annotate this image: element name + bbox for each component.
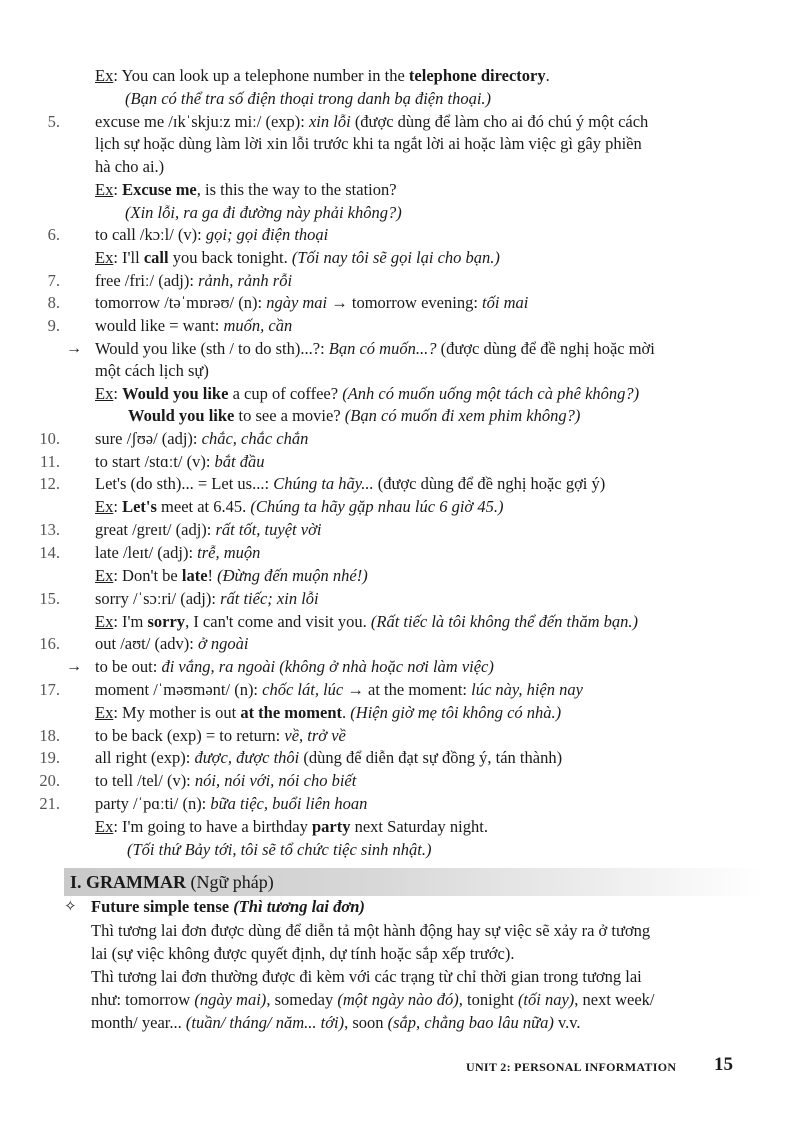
page-number: 15 — [714, 1054, 733, 1075]
text-run: to tell /tel/ (v): — [95, 771, 195, 790]
text-run: (Tối nay tôi sẽ gọi lại cho bạn.) — [291, 248, 500, 267]
text-run: tối mai — [482, 293, 529, 312]
vocab-line — [95, 360, 209, 382]
item-number: 21. — [39, 794, 60, 813]
footer-unit-label: UNIT 2: PERSONAL INFORMATION — [466, 1060, 677, 1074]
text-run: Let's — [122, 497, 157, 516]
vocab-line — [95, 633, 249, 655]
text-run: . — [545, 66, 550, 85]
text-run: lúc này, hiện nay — [471, 680, 583, 699]
text-run: lịch sự hoặc dùng làm lời xin lỗi trước khi ta ngắt lời ai hoặc làm việc gì gây phiền — [95, 134, 642, 153]
text-run: to be out: — [95, 657, 162, 676]
text-run: Let's (do sth)... = Let us...: — [95, 474, 274, 493]
text-run: ! — [207, 566, 218, 585]
text-run: a cup of coffee? — [228, 384, 343, 403]
text-run: được, được thôi — [194, 748, 300, 767]
item-number: 20. — [39, 771, 60, 790]
text-run: party /ˈpɑːti/ (n): — [95, 794, 211, 813]
text-run: (Bạn có muốn đi xem phim không?) — [344, 406, 581, 425]
text-run: tomorrow /təˈmɒrəʊ/ (n): — [95, 293, 267, 312]
item-number: 17. — [39, 680, 60, 699]
tense-heading-en: Future simple tense — [91, 897, 230, 916]
text-run: Bạn có muốn...? — [328, 339, 437, 358]
text-run: party — [311, 817, 351, 836]
example-line — [95, 611, 638, 633]
text-run: , I can't come and visit you. — [185, 612, 371, 631]
vocab-line — [95, 428, 308, 450]
example-label: Ex — [95, 180, 114, 199]
vocab-line — [95, 519, 321, 541]
text-run: next Saturday night. — [350, 817, 488, 836]
grammar-title: I. GRAMMAR — [70, 872, 186, 892]
text-run: month/ year... — [91, 1013, 186, 1032]
text-run: to be back (exp) = to return: — [95, 726, 285, 745]
text-run: như: tomorrow — [91, 990, 195, 1009]
text-run: rảnh, rảnh rỗi — [198, 271, 293, 290]
vocab-line — [95, 133, 642, 155]
item-number: 14. — [39, 543, 60, 562]
text-run: xin lỗi — [308, 112, 351, 131]
text-run: → tomorrow evening: — [327, 293, 483, 312]
text-run: (dùng để diễn đạt sự đồng ý, tán thành) — [299, 748, 563, 767]
item-number: 8. — [47, 293, 60, 312]
grammar-line — [91, 920, 650, 942]
text-run: lai (sự việc không được quyết định, dự tính hoặc sắp xếp trước). — [91, 944, 515, 963]
text-run: (Tối thứ Bảy tới, tôi sẽ tổ chức tiệc sinh nhật.) — [127, 840, 432, 859]
vocab-line — [95, 156, 164, 178]
example-label: Ex — [95, 66, 114, 85]
text-run: you back tonight. — [168, 248, 292, 267]
vocab-line — [95, 224, 328, 246]
text-run: late /leɪt/ (adj): — [95, 543, 198, 562]
text-run: (Hiện giờ mẹ tôi không có nhà.) — [350, 703, 562, 722]
text-run: , someday — [266, 990, 338, 1009]
text-run: : You can look up a telephone number in the — [113, 66, 409, 85]
text-run: ngày mai — [266, 293, 328, 312]
example-line — [95, 247, 500, 269]
text-run: rất tiếc; xin lỗi — [220, 589, 319, 608]
vocab-line — [95, 473, 605, 495]
vocab-line — [125, 88, 491, 110]
example-line — [95, 65, 550, 87]
text-run: chốc lát, lúc — [262, 680, 344, 699]
text-run: (Rất tiếc là tôi không thể đến thăm bạn.) — [370, 612, 639, 631]
text-run: , soon — [344, 1013, 388, 1032]
vocab-line — [95, 338, 655, 360]
example-line — [95, 702, 561, 724]
vocab-line — [95, 656, 494, 678]
item-number: 10. — [39, 429, 60, 448]
text-run: (ngày mai) — [194, 990, 267, 1009]
text-run: : I'll — [113, 248, 144, 267]
vocab-line — [95, 111, 648, 133]
vocab-line — [95, 588, 319, 610]
item-number: 19. — [39, 748, 60, 767]
text-run: (Bạn có thể tra số điện thoại trong danh bạ điện thoại.) — [125, 89, 492, 108]
text-run: nói, nói với, nói cho biết — [194, 771, 357, 790]
text-run: (Anh có muốn uống một tách cà phê không?) — [342, 384, 640, 403]
text-run: at the moment — [240, 703, 343, 722]
example-label: Ex — [95, 703, 114, 722]
text-run: call — [143, 248, 169, 267]
vocab-line — [127, 839, 432, 861]
text-run: , tonight — [458, 990, 518, 1009]
grammar-line — [91, 989, 654, 1011]
vocab-line — [95, 725, 346, 747]
example-line — [95, 496, 503, 518]
text-run: (một ngày nào đó) — [337, 990, 459, 1009]
text-run: về, trở về — [284, 726, 346, 745]
text-run: free /friː/ (adj): — [95, 271, 199, 290]
grammar-heading — [70, 870, 274, 894]
example-label: Ex — [95, 384, 114, 403]
item-number: 9. — [47, 316, 60, 335]
text-run: , next week/ — [574, 990, 655, 1009]
text-run: to see a movie? — [234, 406, 345, 425]
text-run: (tuần/ tháng/ năm... tới) — [185, 1013, 345, 1032]
text-run: all right (exp): — [95, 748, 195, 767]
text-run: đi vắng, ra ngoài (không ở nhà hoặc nơi làm việc) — [161, 657, 494, 676]
text-run: late — [181, 566, 208, 585]
text-run: : I'm — [113, 612, 148, 631]
text-run: : My mother is out — [113, 703, 241, 722]
example-label: Ex — [95, 248, 114, 267]
text-run: out /aʊt/ (adv): — [95, 634, 198, 653]
example-line — [95, 383, 639, 405]
text-run: bắt đầu — [214, 452, 265, 471]
text-run: (được dùng để làm cho ai đó chú ý một cách — [350, 112, 649, 131]
example-label: Ex — [95, 566, 114, 585]
text-run: telephone directory — [408, 66, 546, 85]
item-number: 15. — [39, 589, 60, 608]
text-run: sorry — [147, 612, 186, 631]
text-run: Excuse me — [122, 180, 197, 199]
example-label: Ex — [95, 817, 114, 836]
text-run: Thì tương lai đơn được dùng để diễn tả một hành động hay sự việc sẽ xảy ra ở tương — [91, 921, 651, 940]
example-line — [95, 565, 368, 587]
grammar-line — [91, 943, 514, 965]
vocab-line — [95, 679, 583, 701]
diamond-bullet-icon: ✧ — [64, 899, 77, 915]
example-label: Ex — [95, 497, 114, 516]
text-run: (tối nay) — [517, 990, 575, 1009]
vocab-line — [95, 542, 260, 564]
text-run: : — [113, 180, 123, 199]
vocab-line — [95, 270, 292, 292]
text-run: gọi; gọi điện thoại — [205, 225, 329, 244]
example-line — [95, 179, 397, 201]
vocab-line — [95, 315, 292, 337]
text-run: muốn, cần — [223, 316, 293, 335]
text-run: Would you like — [128, 406, 235, 425]
text-run: to start /stɑːt/ (v): — [95, 452, 215, 471]
text-run: : Don't be — [113, 566, 182, 585]
text-run: . — [342, 703, 351, 722]
grammar-line — [91, 966, 642, 988]
arrow-right-icon: → — [66, 658, 82, 675]
text-run: : I'm going to have a birthday — [113, 817, 312, 836]
grammar-title-vn: (Ngữ pháp) — [190, 872, 274, 892]
vocab-line — [95, 292, 528, 314]
text-run: một cách lịch sự) — [95, 361, 209, 380]
tense-heading — [91, 896, 365, 918]
item-number: 6. — [47, 225, 60, 244]
text-run: Chúng ta hãy... — [273, 474, 374, 493]
text-run: meet at 6.45. — [156, 497, 251, 516]
vocab-line — [128, 405, 580, 427]
text-run: (được dùng để đề nghị hoặc gợi ý) — [373, 474, 606, 493]
text-run: : — [113, 384, 123, 403]
item-number: 7. — [47, 271, 60, 290]
text-run: (Chúng ta hãy gặp nhau lúc 6 giờ 45.) — [250, 497, 504, 516]
text-run: (được dùng để đề nghị hoặc mời — [436, 339, 655, 358]
text-run: hà cho ai.) — [95, 157, 165, 176]
text-run: to call /kɔːl/ (v): — [95, 225, 206, 244]
text-run: great /greɪt/ (adj): — [95, 520, 216, 539]
vocab-line — [95, 451, 265, 473]
text-run: excuse me /ɪkˈskjuːz miː/ (exp): — [95, 112, 309, 131]
item-number: 5. — [47, 112, 60, 131]
vocab-line — [125, 202, 402, 224]
vocab-line — [95, 793, 367, 815]
text-run: (sắp, chẳng bao lâu nữa) — [387, 1013, 554, 1032]
item-number: 11. — [39, 452, 60, 471]
text-run: trễ, muộn — [197, 543, 261, 562]
text-run: (Xin lỗi, ra ga đi đường này phải không?) — [125, 203, 402, 222]
text-run: , is this the way to the station? — [196, 180, 397, 199]
item-number: 16. — [39, 634, 60, 653]
text-run: would like = want: — [95, 316, 224, 335]
text-run: (Đừng đến muộn nhé!) — [217, 566, 368, 585]
item-number: 13. — [39, 520, 60, 539]
item-number: 12. — [39, 474, 60, 493]
text-run: rất tốt, tuyệt vời — [215, 520, 322, 539]
text-run: Would you like (sth / to do sth)...?: — [95, 339, 329, 358]
example-line — [95, 816, 488, 838]
text-run: Thì tương lai đơn thường được đi kèm với các trạng từ chỉ thời gian trong tương lai — [91, 967, 642, 986]
grammar-line — [91, 1012, 581, 1034]
text-run: : — [113, 497, 123, 516]
text-run: ở ngoài — [198, 634, 249, 653]
item-number: 18. — [39, 726, 60, 745]
text-run: → at the moment: — [343, 680, 472, 699]
text-run: bữa tiệc, buổi liên hoan — [210, 794, 368, 813]
tense-heading-vn: (Thì tương lai đơn) — [233, 897, 365, 916]
text-run: Would you like — [122, 384, 229, 403]
text-run: sorry /ˈsɔːri/ (adj): — [95, 589, 221, 608]
text-run: chắc, chắc chắn — [201, 429, 309, 448]
vocab-line — [95, 747, 562, 769]
example-label: Ex — [95, 612, 114, 631]
text-run: sure /ʃʊə/ (adj): — [95, 429, 202, 448]
arrow-right-icon: → — [66, 340, 82, 357]
text-run: v.v. — [553, 1013, 581, 1032]
vocab-line — [95, 770, 356, 792]
text-run: moment /ˈməʊmənt/ (n): — [95, 680, 263, 699]
